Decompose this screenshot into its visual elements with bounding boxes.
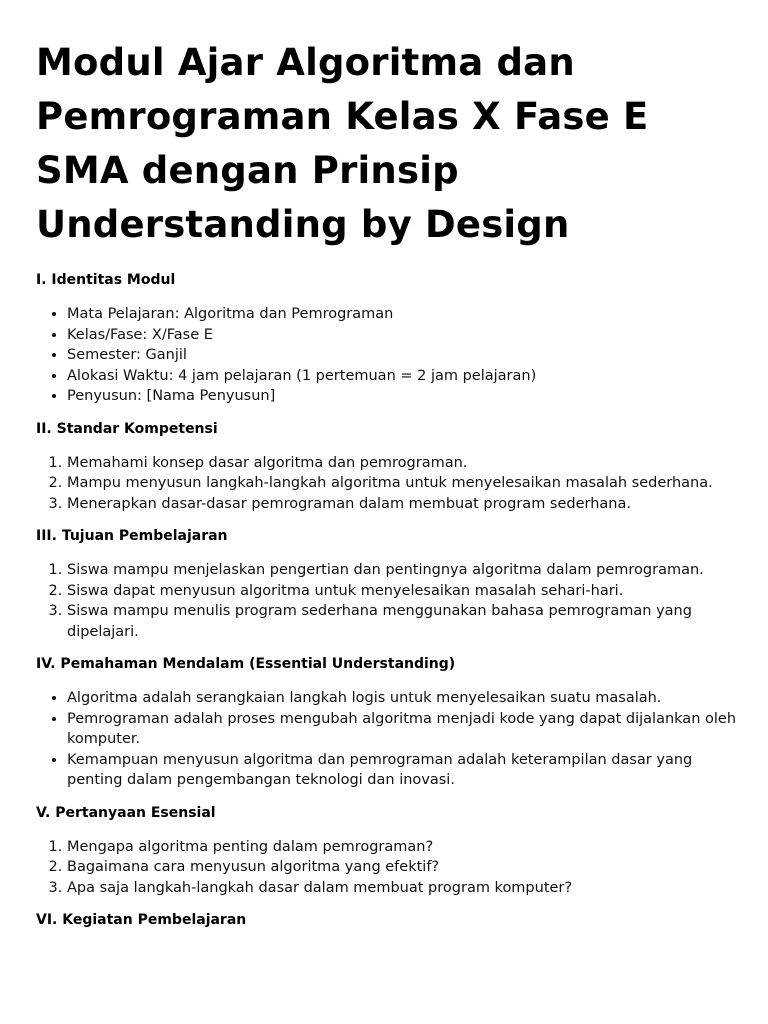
- list-item: 1. Memahami konsep dasar algoritma dan pemrograman.: [67, 453, 738, 474]
- section-kegiatan-pembelajaran: [36, 910, 738, 930]
- numbered-list: [36, 837, 738, 899]
- section-pertanyaan-esensial: [36, 803, 738, 899]
- document-title: Modul Ajar Algoritma dan Pemrograman Kelas X Fase E SMA dengan Prinsip Understanding by Design: [36, 41, 649, 246]
- list-item: • Semester: Ganjil: [67, 345, 738, 366]
- list-item: • Alokasi Waktu: 4 jam pelajaran (1 pertemuan = 2 jam pelajaran): [67, 366, 738, 387]
- section-pemahaman-mendalam: [36, 654, 738, 791]
- section-standar-kompetensi: [36, 419, 738, 515]
- list-item: 3. Menerapkan dasar-dasar pemrograman dalam membuat program sederhana.: [67, 494, 738, 515]
- list-item: 3. Siswa mampu menulis program sederhana menggunakan bahasa pemrograman yang dipelajari.: [67, 601, 738, 642]
- list-item: 3. Apa saja langkah-langkah dasar dalam membuat program komputer?: [67, 878, 738, 899]
- list-item: 2. Mampu menyusun langkah-langkah algoritma untuk menyelesaikan masalah sederhana.: [67, 473, 738, 494]
- section-heading: II. Standar Kompetensi: [36, 420, 218, 437]
- list-item: • Pemrograman adalah proses mengubah algoritma menjadi kode yang dapat dijalankan oleh komputer.: [67, 709, 738, 750]
- list-item: • Mata Pelajaran: Algoritma dan Pemrograman: [67, 304, 738, 325]
- list-item: • Kelas/Fase: X/Fase E: [67, 325, 738, 346]
- section-heading: VI. Kegiatan Pembelajaran: [36, 912, 247, 928]
- numbered-list: [36, 560, 738, 642]
- list-item: • Kemampuan menyusun algoritma dan pemrograman adalah keterampilan dasar yang penting dalam pengembangan teknologi dan inovasi.: [67, 750, 738, 791]
- section-heading: III. Tujuan Pembelajaran: [36, 528, 228, 544]
- numbered-list: [36, 453, 738, 515]
- section-heading: IV. Pemahaman Mendalam (Essential Understanding): [36, 656, 456, 672]
- section-tujuan-pembelajaran: [36, 526, 738, 642]
- section-identitas-modul: [36, 270, 738, 407]
- section-heading: I. Identitas Modul: [36, 272, 176, 288]
- bullet-list: [36, 304, 738, 407]
- section-heading: V. Pertanyaan Esensial: [36, 804, 216, 821]
- list-item: • Algoritma adalah serangkaian langkah logis untuk menyelesaikan suatu masalah.: [67, 688, 738, 709]
- list-item: 2. Siswa dapat menyusun algoritma untuk menyelesaikan masalah sehari-hari.: [67, 581, 738, 602]
- list-item: 1. Siswa mampu menjelaskan pengertian dan pentingnya algoritma dalam pemrograman.: [67, 560, 738, 581]
- list-item: 2. Bagaimana cara menyusun algoritma yang efektif?: [67, 857, 738, 878]
- list-item: • Penyusun: [Nama Penyusun]: [67, 386, 738, 407]
- bullet-list: [36, 688, 738, 791]
- list-item: 1. Mengapa algoritma penting dalam pemrograman?: [67, 837, 738, 858]
